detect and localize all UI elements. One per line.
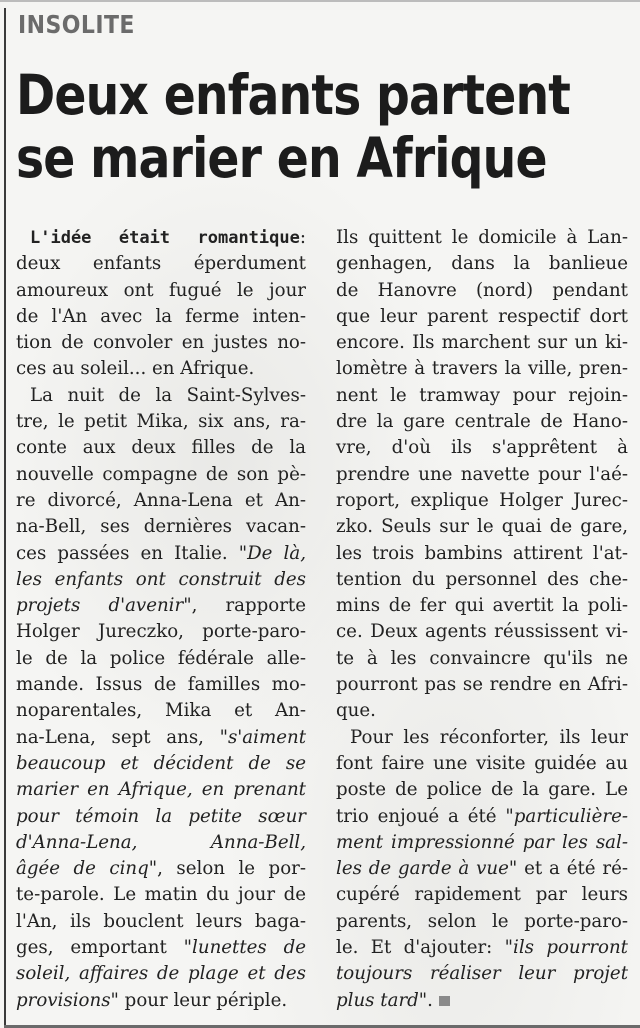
text-line [16,804,306,830]
text-run: " pour leur périple. [110,989,288,1011]
text-line [16,646,306,672]
text-line [16,567,306,593]
text-run: le. Et d'ajouter: [336,937,505,959]
text-run: conte aux deux filles de la [16,437,306,459]
text-line [336,541,628,567]
text-line [336,909,628,935]
text-line [336,830,628,856]
frame-left-rule [4,8,6,1026]
text-line [336,567,628,593]
text-run: La nuit de la Saint-Sylves- [30,384,306,406]
quote-italic: âgée de cinq [16,858,149,880]
text-run: font faire une visite guidée au [336,752,628,774]
text-run: mins de fer qui avertit la poli- [336,595,628,617]
text-line [16,330,306,356]
text-run: ce. Deux agents réussissent vi- [336,621,628,643]
text-run: prendre une navette pour l'aé- [336,463,628,485]
text-run: Pour les réconforter, ils leur [350,726,628,748]
text-run: encore. Ils marchent sur un ki- [336,332,628,354]
text-line [16,251,306,277]
text-line [336,409,628,435]
text-line [16,988,306,1014]
lead-line [16,225,306,251]
text-run: de Hanovre (nord) pendant [336,279,628,301]
text-line [336,488,628,514]
text-run: pourront pas se rendre en Afri- [336,674,628,696]
text-line [336,725,628,751]
text-run: le de la police fédérale alle- [16,647,306,669]
text-run: roport, explique Holger Jurec- [336,489,628,511]
lead-bold: L'idée était romantique [30,228,300,248]
text-run: ", selon le por- [148,858,306,880]
text-run: ges, emportant [16,937,184,959]
quote-italic: "De là, [238,542,306,564]
text-run: trio enjoué a été [336,805,506,827]
text-line [16,909,306,935]
lead-colon: : [299,227,306,248]
text-line [336,672,628,698]
quote-italic: pour témoin la petite sœur [16,805,306,827]
text-line [16,304,306,330]
quote-italic: toujours réaliser leur projet [336,963,628,985]
text-line [16,935,306,961]
text-line [336,751,628,777]
text-line [336,935,628,961]
text-line [16,593,306,619]
text-line [16,541,306,567]
quote-italic: soleil, affaires de plage et des [16,963,306,985]
text-line [336,777,628,803]
text-line [16,698,306,724]
quote-italic: "ils pourront [504,937,628,959]
quote-italic: les enfants ont construit des [16,568,306,590]
quote-italic: ment impressionné par les sal- [336,831,628,853]
text-run: deux enfants éperdument [16,253,306,275]
text-run: Holger Jureczko, porte-paro- [16,621,306,643]
text-run: l'An, ils bouclent leurs baga- [16,910,306,932]
quote-italic: d'Anna-Lena, Anna-Bell, [16,831,306,853]
text-run: te-parole. Le matin du jour de [16,884,306,906]
text-run: ces au soleil... en Afrique. [16,358,255,380]
end-of-article-mark [439,996,450,1006]
quote-italic: "lunettes de [183,937,306,959]
text-line [16,383,306,409]
text-run: que leur parent respectif dort [336,305,628,327]
text-run: parents, selon le porte-paro- [336,910,628,932]
quote-italic: "particulière- [505,805,628,827]
text-line [16,278,306,304]
text-line [336,856,628,882]
text-run: vre, d'où ils s'apprêtent à [336,437,628,459]
text-line [16,409,306,435]
text-run: de l'An avec la ferme inten- [16,305,306,327]
text-line [16,619,306,645]
text-line [336,278,628,304]
text-line [16,488,306,514]
text-line [336,251,628,277]
text-run: ", rapporte [183,595,306,617]
quote-italic: "s'aiment [219,726,306,748]
text-run: tre, le petit Mika, six ans, ra- [16,411,306,433]
text-line [336,225,628,251]
text-run: " et a été ré- [508,858,628,880]
article-column-left [16,225,306,1014]
text-line [336,330,628,356]
text-line [16,356,306,382]
text-line [336,882,628,908]
text-line [336,593,628,619]
text-line [16,856,306,882]
quote-italic: plus tard [336,989,419,1011]
text-run: nouvelle compagne de son pè- [16,463,306,485]
text-run: que. [336,700,376,722]
text-line [16,514,306,540]
text-run: noparentales, Mika et An- [16,700,306,722]
text-line [16,777,306,803]
text-line [336,383,628,409]
text-line [16,672,306,698]
text-line [336,988,628,1014]
text-run: re divorcé, Anna-Lena et An- [16,489,306,511]
text-run: ces passées en Italie. [16,542,239,564]
text-line [336,646,628,672]
text-run: na-Bell, ses dernières vacan- [16,516,306,538]
quote-italic: beaucoup et décident de se [16,752,306,774]
text-line [336,619,628,645]
text-run: na-Lena, sept ans, [16,726,220,748]
text-line [336,356,628,382]
text-run: ". [418,989,433,1011]
text-run: zko. Seuls sur le quai de gare, [336,516,628,538]
section-kicker: INSOLITE [18,10,135,39]
text-run: Ils quittent le domicile à Lan- [336,227,628,248]
text-line [336,514,628,540]
quote-italic: provisions [16,989,111,1011]
quote-italic: projets d'avenir [16,595,184,617]
headline-line-2: se marier en Afrique [16,126,547,190]
text-run: mande. Issus de familles mo- [16,674,306,696]
text-run: tention du personnel des che- [336,568,628,590]
text-line [336,304,628,330]
text-line [336,961,628,987]
text-run: lomètre à travers la ville, pren- [336,358,628,380]
text-line [336,435,628,461]
text-run: les trois bambins attirent l'at- [336,542,628,564]
text-line [16,725,306,751]
text-line [16,462,306,488]
text-line [16,435,306,461]
text-run: genhagen, dans la banlieue [336,253,628,275]
quote-italic: marier en Afrique, en prenant [16,779,306,801]
text-run: nent le tramway pour rejoin- [336,384,628,406]
text-run: te à les convaincre qu'ils ne [336,647,628,669]
text-line [336,804,628,830]
headline-line-1: Deux enfants partent [16,63,571,127]
text-line [16,751,306,777]
text-run: amoureux ont fugué le jour [16,279,306,301]
text-line [336,698,628,724]
headline [16,63,571,190]
text-run: poste de police de la gare. Le [336,779,628,801]
article-column-right [336,225,628,1014]
text-run: tion de convoler en justes no- [16,332,306,354]
frame-top-border [0,0,640,2]
text-line [16,961,306,987]
text-run: cupéré rapidement par leurs [336,884,628,906]
quote-italic: les de garde à vue [336,858,509,880]
text-line [16,882,306,908]
text-run: dre la gare centrale de Hano- [336,411,628,433]
text-line [336,462,628,488]
text-line [16,830,306,856]
